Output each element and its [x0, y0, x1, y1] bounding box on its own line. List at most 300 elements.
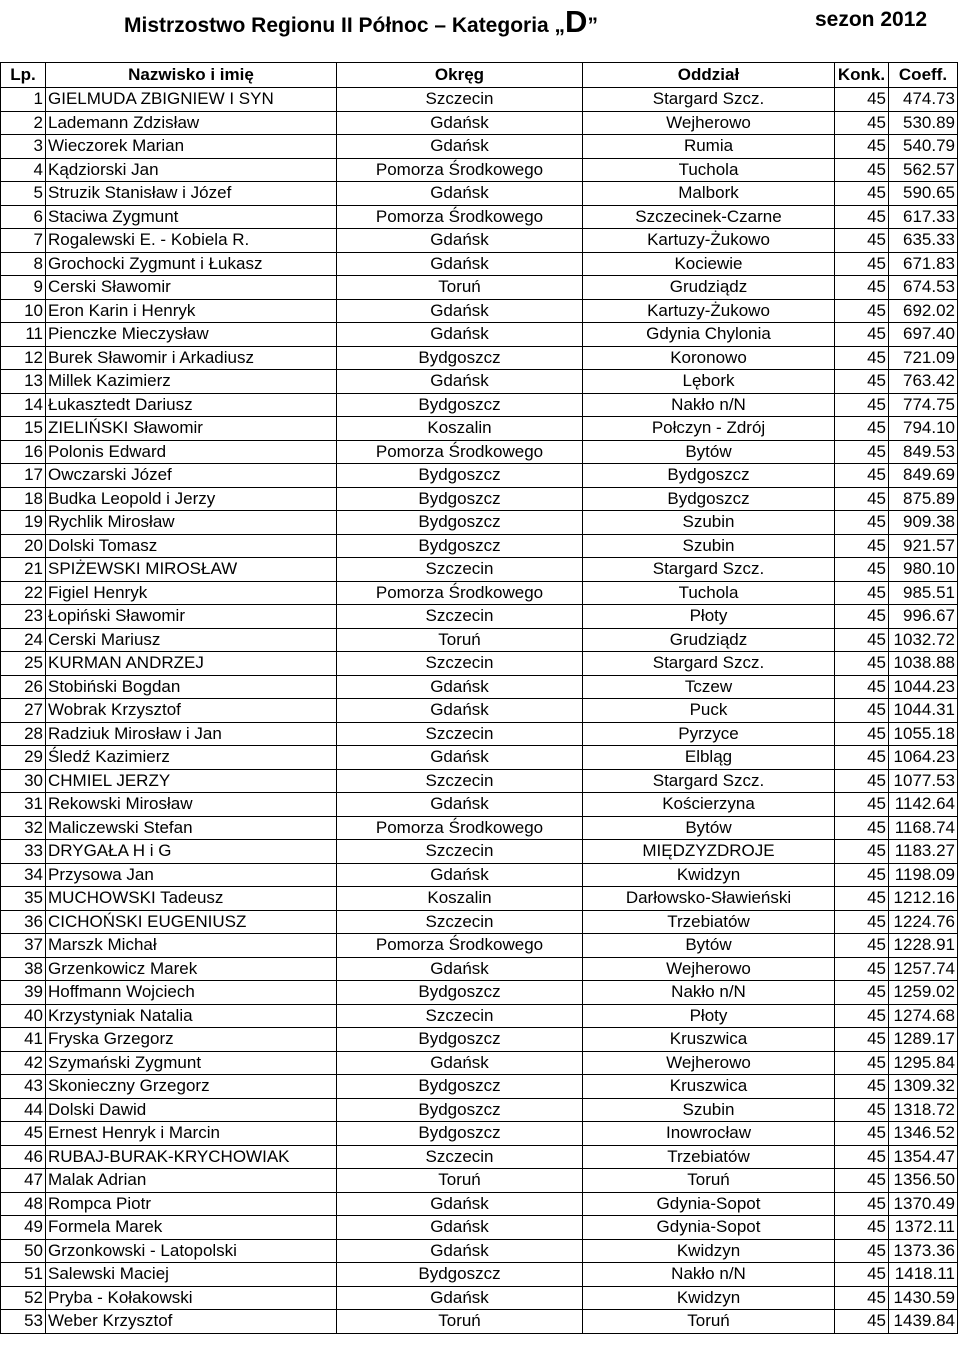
column-header-lp: Lp.	[1, 63, 46, 88]
cell-name: Radziuk Mirosław i Jan	[46, 722, 337, 746]
table-row	[1, 417, 958, 441]
cell-konk: 45	[835, 1145, 889, 1169]
cell-coeff: 1418.11	[889, 1263, 958, 1287]
cell-konk: 45	[835, 957, 889, 981]
cell-name: Dolski Dawid	[46, 1098, 337, 1122]
cell-coeff: 1346.52	[889, 1122, 958, 1146]
cell-name: Skonieczny Grzegorz	[46, 1075, 337, 1099]
cell-name: Szymański Zygmunt	[46, 1051, 337, 1075]
cell-konk: 45	[835, 158, 889, 182]
cell-oddzial: Grudziądz	[583, 628, 835, 652]
cell-name: Struzik Stanisław i Józef	[46, 182, 337, 206]
cell-konk: 45	[835, 1192, 889, 1216]
cell-okreg: Toruń	[337, 276, 583, 300]
table-row	[1, 229, 958, 253]
cell-coeff: 980.10	[889, 558, 958, 582]
cell-okreg: Szczecin	[337, 1145, 583, 1169]
cell-name: Pienczke Mieczysław	[46, 323, 337, 347]
table-row	[1, 675, 958, 699]
table-header-row	[1, 63, 958, 88]
cell-lp: 9	[1, 276, 46, 300]
cell-konk: 45	[835, 746, 889, 770]
cell-lp: 20	[1, 534, 46, 558]
table-row	[1, 1169, 958, 1193]
table-row	[1, 1286, 958, 1310]
cell-konk: 45	[835, 1122, 889, 1146]
table-row	[1, 840, 958, 864]
cell-name: Formela Marek	[46, 1216, 337, 1240]
cell-lp: 25	[1, 652, 46, 676]
cell-konk: 45	[835, 605, 889, 629]
cell-oddzial: Połczyn - Zdrój	[583, 417, 835, 441]
cell-okreg: Bydgoszcz	[337, 346, 583, 370]
cell-name: GIELMUDA ZBIGNIEW I SYN	[46, 88, 337, 112]
cell-coeff: 1430.59	[889, 1286, 958, 1310]
cell-konk: 45	[835, 1028, 889, 1052]
cell-konk: 45	[835, 487, 889, 511]
cell-konk: 45	[835, 934, 889, 958]
cell-name: Stobiński Bogdan	[46, 675, 337, 699]
cell-okreg: Szczecin	[337, 652, 583, 676]
cell-oddzial: Bydgoszcz	[583, 487, 835, 511]
cell-coeff: 562.57	[889, 158, 958, 182]
cell-oddzial: Wejherowo	[583, 1051, 835, 1075]
cell-okreg: Bydgoszcz	[337, 1075, 583, 1099]
cell-oddzial: Nakło n/N	[583, 393, 835, 417]
cell-name: Figiel Henryk	[46, 581, 337, 605]
column-header-oddzial: Oddział	[583, 63, 835, 88]
results-table	[0, 62, 958, 1334]
cell-coeff: 1259.02	[889, 981, 958, 1005]
cell-konk: 45	[835, 370, 889, 394]
cell-okreg: Pomorza Środkowego	[337, 205, 583, 229]
cell-okreg: Bydgoszcz	[337, 981, 583, 1005]
cell-coeff: 530.89	[889, 111, 958, 135]
cell-name: Millek Kazimierz	[46, 370, 337, 394]
cell-oddzial: Wejherowo	[583, 957, 835, 981]
table-row	[1, 581, 958, 605]
table-row	[1, 1239, 958, 1263]
cell-name: MUCHOWSKI Tadeusz	[46, 887, 337, 911]
table-row	[1, 370, 958, 394]
cell-name: CHMIEL JERZY	[46, 769, 337, 793]
cell-okreg: Gdańsk	[337, 1286, 583, 1310]
cell-coeff: 985.51	[889, 581, 958, 605]
cell-oddzial: Tuchola	[583, 158, 835, 182]
cell-lp: 52	[1, 1286, 46, 1310]
cell-lp: 35	[1, 887, 46, 911]
cell-coeff: 590.65	[889, 182, 958, 206]
title-prefix: Mistrzostwo Regionu II Północ – Kategoria „	[124, 14, 566, 37]
cell-konk: 45	[835, 1310, 889, 1334]
document-header	[0, 0, 960, 62]
table-row	[1, 981, 958, 1005]
cell-lp: 1	[1, 88, 46, 112]
cell-coeff: 794.10	[889, 417, 958, 441]
cell-okreg: Gdańsk	[337, 957, 583, 981]
cell-okreg: Gdańsk	[337, 1239, 583, 1263]
cell-lp: 29	[1, 746, 46, 770]
cell-coeff: 1356.50	[889, 1169, 958, 1193]
table-row	[1, 910, 958, 934]
table-row	[1, 323, 958, 347]
cell-lp: 3	[1, 135, 46, 159]
cell-lp: 5	[1, 182, 46, 206]
cell-coeff: 1183.27	[889, 840, 958, 864]
cell-name: KURMAN ANDRZEJ	[46, 652, 337, 676]
cell-konk: 45	[835, 323, 889, 347]
cell-okreg: Szczecin	[337, 605, 583, 629]
cell-okreg: Szczecin	[337, 1004, 583, 1028]
cell-name: Eron Karin i Henryk	[46, 299, 337, 323]
cell-konk: 45	[835, 1286, 889, 1310]
cell-okreg: Bydgoszcz	[337, 1028, 583, 1052]
cell-konk: 45	[835, 652, 889, 676]
cell-coeff: 1142.64	[889, 793, 958, 817]
season-label: sezon 2012	[815, 8, 928, 31]
cell-oddzial: Kruszwica	[583, 1075, 835, 1099]
cell-lp: 27	[1, 699, 46, 723]
cell-coeff: 474.73	[889, 88, 958, 112]
cell-okreg: Bydgoszcz	[337, 1122, 583, 1146]
cell-okreg: Gdańsk	[337, 299, 583, 323]
cell-coeff: 1224.76	[889, 910, 958, 934]
cell-name: Grzenkowicz Marek	[46, 957, 337, 981]
cell-oddzial: Nakło n/N	[583, 1263, 835, 1287]
cell-lp: 17	[1, 464, 46, 488]
cell-konk: 45	[835, 887, 889, 911]
table-row	[1, 182, 958, 206]
cell-coeff: 1038.88	[889, 652, 958, 676]
table-row	[1, 205, 958, 229]
cell-konk: 45	[835, 1004, 889, 1028]
column-header-coeff: Coeff.	[889, 63, 958, 88]
cell-konk: 45	[835, 1075, 889, 1099]
cell-konk: 45	[835, 346, 889, 370]
cell-okreg: Bydgoszcz	[337, 1098, 583, 1122]
cell-coeff: 697.40	[889, 323, 958, 347]
cell-oddzial: Kartuzy-Żukowo	[583, 229, 835, 253]
cell-name: ZIELIŃSKI Sławomir	[46, 417, 337, 441]
table-row	[1, 1310, 958, 1334]
table-row	[1, 722, 958, 746]
cell-oddzial: Inowrocław	[583, 1122, 835, 1146]
cell-konk: 45	[835, 534, 889, 558]
table-row	[1, 393, 958, 417]
cell-lp: 51	[1, 1263, 46, 1287]
cell-name: Lademann Zdzisław	[46, 111, 337, 135]
cell-konk: 45	[835, 1216, 889, 1240]
cell-oddzial: Płoty	[583, 1004, 835, 1028]
cell-konk: 45	[835, 511, 889, 535]
table-row	[1, 605, 958, 629]
cell-lp: 19	[1, 511, 46, 535]
cell-lp: 36	[1, 910, 46, 934]
cell-coeff: 1370.49	[889, 1192, 958, 1216]
cell-name: Przysowa Jan	[46, 863, 337, 887]
cell-konk: 45	[835, 628, 889, 652]
cell-oddzial: Szubin	[583, 1098, 835, 1122]
table-row	[1, 1263, 958, 1287]
table-row	[1, 88, 958, 112]
cell-okreg: Gdańsk	[337, 675, 583, 699]
cell-konk: 45	[835, 299, 889, 323]
table-row	[1, 299, 958, 323]
cell-coeff: 909.38	[889, 511, 958, 535]
cell-konk: 45	[835, 863, 889, 887]
cell-konk: 45	[835, 1169, 889, 1193]
cell-name: Rekowski Mirosław	[46, 793, 337, 817]
cell-lp: 49	[1, 1216, 46, 1240]
cell-oddzial: Płoty	[583, 605, 835, 629]
title-category-letter: D	[565, 4, 588, 39]
cell-konk: 45	[835, 840, 889, 864]
cell-okreg: Gdańsk	[337, 1192, 583, 1216]
cell-oddzial: Toruń	[583, 1310, 835, 1334]
cell-coeff: 1289.17	[889, 1028, 958, 1052]
cell-name: Budka Leopold i Jerzy	[46, 487, 337, 511]
cell-name: Grzonkowski - Latopolski	[46, 1239, 337, 1263]
cell-lp: 42	[1, 1051, 46, 1075]
cell-name: DRYGAŁA H i G	[46, 840, 337, 864]
table-row	[1, 346, 958, 370]
table-row	[1, 793, 958, 817]
cell-lp: 43	[1, 1075, 46, 1099]
cell-okreg: Szczecin	[337, 769, 583, 793]
cell-lp: 18	[1, 487, 46, 511]
table-row	[1, 1192, 958, 1216]
cell-oddzial: Bytów	[583, 934, 835, 958]
cell-oddzial: Stargard Szcz.	[583, 558, 835, 582]
cell-coeff: 996.67	[889, 605, 958, 629]
cell-oddzial: Gdynia-Sopot	[583, 1192, 835, 1216]
cell-lp: 48	[1, 1192, 46, 1216]
cell-name: Kądziorski Jan	[46, 158, 337, 182]
cell-coeff: 1064.23	[889, 746, 958, 770]
page-title	[124, 4, 598, 40]
cell-coeff: 635.33	[889, 229, 958, 253]
cell-okreg: Szczecin	[337, 840, 583, 864]
table-row	[1, 252, 958, 276]
cell-lp: 16	[1, 440, 46, 464]
cell-lp: 53	[1, 1310, 46, 1334]
cell-coeff: 1044.23	[889, 675, 958, 699]
cell-lp: 2	[1, 111, 46, 135]
cell-oddzial: Szubin	[583, 511, 835, 535]
cell-name: SPIŻEWSKI MIROSŁAW	[46, 558, 337, 582]
cell-coeff: 921.57	[889, 534, 958, 558]
cell-lp: 8	[1, 252, 46, 276]
cell-lp: 24	[1, 628, 46, 652]
cell-konk: 45	[835, 581, 889, 605]
cell-name: Marszk Michał	[46, 934, 337, 958]
cell-konk: 45	[835, 558, 889, 582]
cell-coeff: 1439.84	[889, 1310, 958, 1334]
cell-coeff: 1274.68	[889, 1004, 958, 1028]
cell-oddzial: Kwidzyn	[583, 1239, 835, 1263]
table-row	[1, 628, 958, 652]
cell-okreg: Bydgoszcz	[337, 511, 583, 535]
cell-name: Fryska Grzegorz	[46, 1028, 337, 1052]
table-row	[1, 816, 958, 840]
cell-okreg: Szczecin	[337, 910, 583, 934]
cell-name: Malak Adrian	[46, 1169, 337, 1193]
cell-oddzial: Kartuzy-Żukowo	[583, 299, 835, 323]
cell-konk: 45	[835, 675, 889, 699]
cell-konk: 45	[835, 464, 889, 488]
cell-oddzial: Stargard Szcz.	[583, 88, 835, 112]
cell-coeff: 1168.74	[889, 816, 958, 840]
cell-okreg: Koszalin	[337, 887, 583, 911]
table-row	[1, 746, 958, 770]
cell-oddzial: Toruń	[583, 1169, 835, 1193]
cell-lp: 15	[1, 417, 46, 441]
cell-lp: 34	[1, 863, 46, 887]
cell-name: Cerski Mariusz	[46, 628, 337, 652]
cell-okreg: Gdańsk	[337, 229, 583, 253]
cell-lp: 6	[1, 205, 46, 229]
cell-oddzial: Stargard Szcz.	[583, 769, 835, 793]
cell-okreg: Toruń	[337, 628, 583, 652]
cell-name: Krzystyniak Natalia	[46, 1004, 337, 1028]
cell-konk: 45	[835, 88, 889, 112]
cell-oddzial: Puck	[583, 699, 835, 723]
cell-oddzial: Kruszwica	[583, 1028, 835, 1052]
cell-oddzial: Kwidzyn	[583, 863, 835, 887]
cell-okreg: Gdańsk	[337, 111, 583, 135]
cell-okreg: Gdańsk	[337, 863, 583, 887]
table-row	[1, 1098, 958, 1122]
cell-okreg: Gdańsk	[337, 252, 583, 276]
cell-okreg: Gdańsk	[337, 135, 583, 159]
cell-konk: 45	[835, 1098, 889, 1122]
cell-konk: 45	[835, 793, 889, 817]
cell-lp: 40	[1, 1004, 46, 1028]
title-suffix: ”	[587, 14, 598, 37]
cell-name: Pryba - Kołakowski	[46, 1286, 337, 1310]
cell-lp: 50	[1, 1239, 46, 1263]
cell-name: Grochocki Zygmunt i Łukasz	[46, 252, 337, 276]
cell-lp: 21	[1, 558, 46, 582]
table-row	[1, 699, 958, 723]
cell-konk: 45	[835, 229, 889, 253]
cell-okreg: Gdańsk	[337, 1216, 583, 1240]
cell-name: Polonis Edward	[46, 440, 337, 464]
cell-coeff: 617.33	[889, 205, 958, 229]
cell-okreg: Bydgoszcz	[337, 487, 583, 511]
cell-konk: 45	[835, 981, 889, 1005]
cell-name: Ernest Henryk i Marcin	[46, 1122, 337, 1146]
cell-konk: 45	[835, 722, 889, 746]
cell-okreg: Szczecin	[337, 558, 583, 582]
cell-name: Burek Sławomir i Arkadiusz	[46, 346, 337, 370]
cell-coeff: 1228.91	[889, 934, 958, 958]
cell-coeff: 1372.11	[889, 1216, 958, 1240]
table-row	[1, 887, 958, 911]
cell-okreg: Gdańsk	[337, 323, 583, 347]
cell-okreg: Bydgoszcz	[337, 534, 583, 558]
cell-oddzial: Darłowsko-Sławieński	[583, 887, 835, 911]
cell-oddzial: Tczew	[583, 675, 835, 699]
cell-lp: 30	[1, 769, 46, 793]
cell-oddzial: Szubin	[583, 534, 835, 558]
table-row	[1, 1216, 958, 1240]
cell-coeff: 849.53	[889, 440, 958, 464]
cell-oddzial: MIĘDZYZDROJE	[583, 840, 835, 864]
cell-name: Łukasztedt Dariusz	[46, 393, 337, 417]
cell-lp: 22	[1, 581, 46, 605]
cell-oddzial: Bytów	[583, 440, 835, 464]
cell-konk: 45	[835, 276, 889, 300]
cell-coeff: 763.42	[889, 370, 958, 394]
cell-okreg: Gdańsk	[337, 370, 583, 394]
cell-coeff: 1055.18	[889, 722, 958, 746]
table-row	[1, 1051, 958, 1075]
cell-name: Owczarski Józef	[46, 464, 337, 488]
cell-oddzial: Bytów	[583, 816, 835, 840]
cell-okreg: Bydgoszcz	[337, 1263, 583, 1287]
cell-name: Weber Krzysztof	[46, 1310, 337, 1334]
cell-lp: 47	[1, 1169, 46, 1193]
cell-lp: 26	[1, 675, 46, 699]
cell-name: Dolski Tomasz	[46, 534, 337, 558]
cell-coeff: 1295.84	[889, 1051, 958, 1075]
cell-oddzial: Tuchola	[583, 581, 835, 605]
cell-okreg: Gdańsk	[337, 746, 583, 770]
cell-okreg: Gdańsk	[337, 1051, 583, 1075]
cell-coeff: 875.89	[889, 487, 958, 511]
cell-coeff: 1354.47	[889, 1145, 958, 1169]
cell-konk: 45	[835, 1263, 889, 1287]
cell-lp: 14	[1, 393, 46, 417]
cell-coeff: 1212.16	[889, 887, 958, 911]
cell-oddzial: Grudziądz	[583, 276, 835, 300]
cell-lp: 12	[1, 346, 46, 370]
cell-oddzial: Stargard Szcz.	[583, 652, 835, 676]
cell-okreg: Bydgoszcz	[337, 393, 583, 417]
cell-oddzial: Malbork	[583, 182, 835, 206]
cell-lp: 28	[1, 722, 46, 746]
cell-coeff: 1318.72	[889, 1098, 958, 1122]
cell-konk: 45	[835, 111, 889, 135]
cell-konk: 45	[835, 769, 889, 793]
table-row	[1, 1145, 958, 1169]
cell-lp: 7	[1, 229, 46, 253]
cell-coeff: 1309.32	[889, 1075, 958, 1099]
column-header-okreg: Okręg	[337, 63, 583, 88]
cell-okreg: Pomorza Środkowego	[337, 440, 583, 464]
cell-name: Staciwa Zygmunt	[46, 205, 337, 229]
cell-lp: 45	[1, 1122, 46, 1146]
cell-lp: 33	[1, 840, 46, 864]
table-row	[1, 652, 958, 676]
cell-name: RUBAJ-BURAK-KRYCHOWIAK	[46, 1145, 337, 1169]
table-row	[1, 464, 958, 488]
cell-okreg: Pomorza Środkowego	[337, 581, 583, 605]
cell-konk: 45	[835, 205, 889, 229]
table-row	[1, 111, 958, 135]
table-row	[1, 957, 958, 981]
cell-coeff: 692.02	[889, 299, 958, 323]
cell-oddzial: Lębork	[583, 370, 835, 394]
cell-coeff: 1257.74	[889, 957, 958, 981]
cell-coeff: 540.79	[889, 135, 958, 159]
table-row	[1, 158, 958, 182]
cell-oddzial: Wejherowo	[583, 111, 835, 135]
cell-okreg: Toruń	[337, 1169, 583, 1193]
cell-okreg: Pomorza Środkowego	[337, 934, 583, 958]
cell-oddzial: Bydgoszcz	[583, 464, 835, 488]
